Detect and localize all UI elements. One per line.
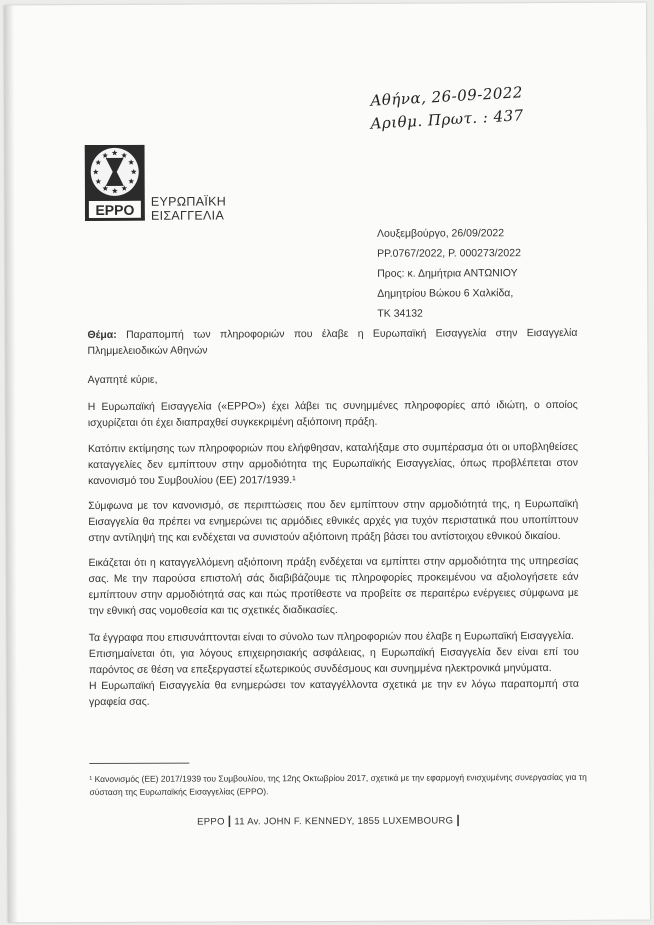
reference-number: PP.0767/2022, P. 000273/2022 bbox=[377, 247, 521, 260]
closing-line-2: Επισημαίνεται ότι, για λόγους επιχειρησιακής ασφάλειας, η Ευρωπαϊκή Εισαγγελία δεν είναι επί του παρόντος σε θέση να επεξεργαστεί εξωτερικούς συνδέσμους και συνημμένα ηλεκτρονικά μηνύματα. bbox=[88, 645, 579, 677]
recipient-street: Δημητρίου Βώκου 6 Χαλκίδα, bbox=[377, 287, 514, 300]
subject-label: Θέμα: bbox=[87, 328, 117, 342]
subject-text: Παραπομπή των πληροφοριών που έλαβε η Ευρωπαϊκή Εισαγγελία στην Εισαγγελία Πλημμελειοδικών Αθηνών bbox=[87, 326, 578, 358]
footer-separator: | bbox=[227, 813, 232, 828]
footer-separator-end: | bbox=[456, 812, 461, 827]
closing-paragraph bbox=[89, 628, 579, 710]
logo-name-line1: ΕΥΡΩΠΑΪΚΗ bbox=[150, 194, 227, 209]
footnote-divider bbox=[89, 763, 189, 764]
logo-abbr: EPPO bbox=[95, 201, 135, 219]
footer-address: 11 Av. JOHN F. KENNEDY, 1855 LUXEMBOURG bbox=[234, 815, 454, 828]
logo-name-line2: ΕΙΣΑΓΓΕΛΙΑ bbox=[150, 208, 225, 223]
handwritten-protocol-number: Αριθμ. Πρωτ. : 437 bbox=[370, 106, 525, 133]
paragraph-3: Σύμφωνα με τον κανονισμό, σε περιπτώσεις που δεν εμπίπτουν στην αρμοδιότητά της, η Ευρωπαϊκή Εισαγγελία θα πρέπει να ενημερώνει τις αρμόδιες εθνικές αρχές για τυχόν περιστατικά που υποπίπτουν στην αντίληψή της και ενδέχεται να συνιστούν αξιόποινη πράξη βάσει του αντίστοιχου εθνικού δικαίου. bbox=[88, 497, 579, 545]
footer-org: EPPO bbox=[197, 816, 225, 828]
recipient-postcode: ΤΚ 34132 bbox=[377, 307, 423, 320]
recipient: Προς: κ. Δημήτρια ΑΝΤΩΝΙΟΥ bbox=[377, 267, 518, 280]
salutation: Αγαπητέ κύριε, bbox=[87, 373, 158, 387]
paragraph-2: Κατόπιν εκτίμησης των πληροφοριών που ελήφθησαν, καταλήξαμε στο συμπέρασμα ότι οι υποβληθείσες καταγγελίες δεν εμπίπτουν στην αρμοδιότητα της Ευρωπαϊκής Εισαγγελίας, όπως προβλέπεται στον κανονισμό του Συμβουλίου (ΕΕ) 2017/1939.¹ bbox=[87, 440, 579, 488]
paragraph-1: Η Ευρωπαϊκή Εισαγγελία («ΕΡΡΟ») έχει λάβει τις συνημμένες πληροφορίες από ιδιώτη, ο οποίος ισχυρίζεται ότι έχει διαπραχθεί συγκεκριμένη αξιόποινη πράξη. bbox=[87, 398, 578, 430]
eppo-stars-emblem-icon bbox=[85, 145, 145, 221]
page-footer bbox=[8, 812, 650, 829]
closing-line-1: Τα έγγραφα που επισυνάπτονται είναι το σύνολο των πληροφοριών που έλαβε η Ευρωπαϊκή Εισαγγελία. bbox=[88, 629, 574, 645]
handwritten-date: Αθήνα, 26-09-2022 bbox=[370, 83, 524, 110]
place-date: Λουξεμβούργο, 26/09/2022 bbox=[376, 227, 505, 240]
letter-page bbox=[4, 3, 650, 923]
footnote: ¹ Κανονισμός (ΕΕ) 2017/1939 του Συμβουλίου, της 12ης Οκτωβρίου 2017, σχετικά με την εφαρμογή ενισχυμένης συνεργασίας για τη σύσταση της Ευρωπαϊκής Εισαγγελίας (ΕΡΡΟ). bbox=[89, 771, 587, 798]
paragraph-4: Εικάζεται ότι η καταγγελλόμενη αξιόποινη πράξη ενδέχεται να εμπίπτει στην αρμοδιότητα της υπηρεσίας σας. Με την παρούσα επιστολή σάς διαβιβάζουμε τις πληροφορίες προκειμένου να αξιολογήσετε εάν εμπίπτουν στην αρμοδιότητά σας και πώς προτίθεστε να προβείτε σε περαιτέρω ενέργειες σύμφωνα με την εθνική σας νομοθεσία και τις σχετικές διαδικασίες. bbox=[88, 554, 579, 618]
subject-line bbox=[87, 325, 577, 359]
closing-line-3: Η Ευρωπαϊκή Εισαγγελία θα ενημερώσει τον καταγγέλλοντα σχετικά με την εν λόγω παραπομπή στα γραφεία σας. bbox=[88, 677, 579, 709]
